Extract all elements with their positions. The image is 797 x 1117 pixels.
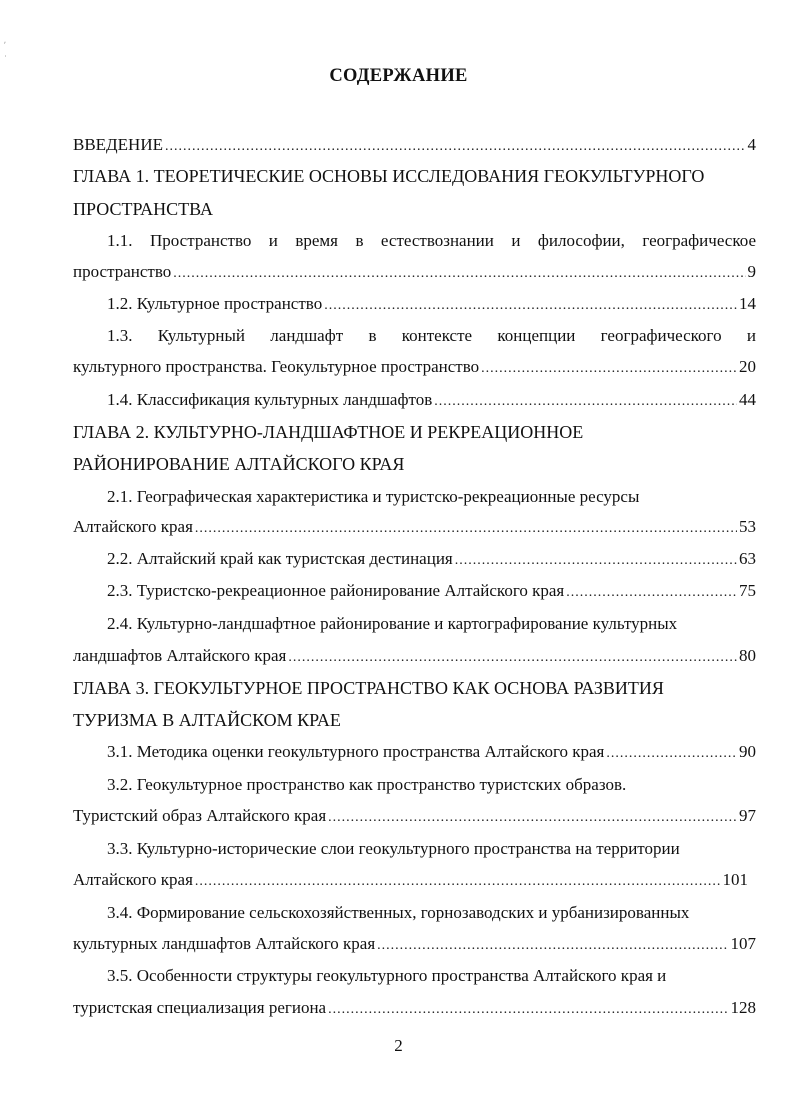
toc-page-number: 63 <box>739 549 756 568</box>
toc-entry-text: пространство <box>73 262 172 281</box>
toc-leader <box>324 293 737 319</box>
toc-page-number: 128 <box>730 998 756 1017</box>
toc-leader <box>328 997 728 1023</box>
toc-leader <box>434 389 737 415</box>
toc-entry-text: 1.4. Классификация культурных ландшафтов <box>107 390 433 409</box>
toc-entry-2-2 <box>107 546 756 572</box>
toc-entry-3-5: 3.5. Особенности структуры геокультурного пространства Алтайского края и <box>107 966 667 985</box>
toc-leader <box>606 741 737 767</box>
toc-entry-text: культурного пространства. Геокультурное пространство <box>73 357 480 376</box>
toc-page-number: 9 <box>747 262 756 281</box>
toc-entry-2-4: 2.4. Культурно-ландшафтное районирование и картографирование культурных <box>107 614 678 633</box>
scan-artifact: ʹ <box>4 40 6 50</box>
toc-entry-3-2-cont <box>73 803 756 829</box>
toc-entry-1-4 <box>107 387 756 413</box>
toc-leader <box>566 580 737 606</box>
toc-entry-3-4-cont <box>73 931 756 957</box>
toc-entry-text: Алтайского края <box>73 517 193 536</box>
toc-page-number: 44 <box>739 390 756 409</box>
toc-leader <box>195 869 721 895</box>
toc-entry-3-2: 3.2. Геокультурное пространство как пространство туристских образов. <box>107 775 627 794</box>
toc-page-number: 80 <box>739 646 756 665</box>
toc-entry-text: 2.3. Туристско-рекреационное районирование Алтайского края <box>107 581 565 600</box>
toc-entry-text: Туристский образ Алтайского края <box>73 806 327 825</box>
toc-page-number: 14 <box>739 294 756 313</box>
page-title: СОДЕРЖАНИЕ <box>329 66 468 86</box>
toc-leader <box>165 134 746 160</box>
toc-leader <box>288 645 737 671</box>
toc-leader <box>195 516 737 542</box>
toc-page-number: 97 <box>739 806 756 825</box>
toc-entry-text: 3.1. Методика оценки геокультурного пространства Алтайского края <box>107 742 605 761</box>
toc-page-number: 75 <box>739 581 756 600</box>
toc-page-number: 20 <box>739 357 756 376</box>
toc-leader <box>481 356 737 382</box>
toc-entry-3-5-cont <box>73 995 756 1021</box>
toc-chapter-3: ГЛАВА 3. ГЕОКУЛЬТУРНОЕ ПРОСТРАНСТВО КАК ОСНОВА РАЗВИТИЯ <box>73 678 664 698</box>
toc-entry-3-3: 3.3. Культурно-исторические слои геокультурного пространства на территории <box>107 839 680 858</box>
toc-entry-text: ландшафтов Алтайского края <box>73 646 287 665</box>
toc-entry-text: 2.2. Алтайский край как туристская дестинация <box>107 549 453 568</box>
toc-page-number: 101 <box>722 870 748 889</box>
toc-page-number: 53 <box>739 517 756 536</box>
toc-entry-text: Алтайского края <box>73 870 193 889</box>
toc-entry-1-1: 1.1. Пространство и время в естествознании и философии, географическое <box>107 231 756 250</box>
toc-leader <box>455 548 737 574</box>
toc-entry-text: ВВЕДЕНИЕ <box>73 135 163 154</box>
toc-chapter-3-cont: ТУРИЗМА В АЛТАЙСКОМ КРАЕ <box>73 710 341 730</box>
toc-chapter-2: ГЛАВА 2. КУЛЬТУРНО-ЛАНДШАФТНОЕ И РЕКРЕАЦИОННОЕ <box>73 422 584 442</box>
toc-entry-3-1 <box>107 739 756 765</box>
toc-entry-3-3-cont <box>73 867 748 893</box>
toc-entry-1-2 <box>107 291 756 317</box>
toc-entry-2-1-cont <box>73 514 756 540</box>
toc-entry-3-4: 3.4. Формирование сельскохозяйственных, горнозаводских и урбанизированных <box>107 903 690 922</box>
toc-chapter-1: ГЛАВА 1. ТЕОРЕТИЧЕСКИЕ ОСНОВЫ ИССЛЕДОВАНИЯ ГЕОКУЛЬТУРНОГО <box>73 166 705 186</box>
toc-entry-2-1: 2.1. Географическая характеристика и туристско-рекреационные ресурсы <box>107 487 640 506</box>
toc-entry-1-3: 1.3. Культурный ландшафт в контексте концепции географического и <box>107 326 756 345</box>
toc-entry-text: туристская специализация региона <box>73 998 327 1017</box>
toc-entry-text: 1.2. Культурное пространство <box>107 294 323 313</box>
toc-entry-1-3-cont <box>73 354 756 380</box>
toc-leader <box>377 933 728 959</box>
toc-page-number: 90 <box>739 742 756 761</box>
toc-page-number: 4 <box>747 135 756 154</box>
toc-entry-2-3 <box>107 578 756 604</box>
toc-leader <box>173 261 745 287</box>
page-number: 2 <box>394 1036 403 1055</box>
toc-entry-text: культурных ландшафтов Алтайского края <box>73 934 376 953</box>
scan-artifact: ˙ <box>4 54 7 64</box>
toc-chapter-1-cont: ПРОСТРАНСТВА <box>73 199 214 219</box>
toc-entry-intro <box>73 132 756 158</box>
toc-entry-1-1-cont <box>73 259 756 285</box>
toc-leader <box>328 805 737 831</box>
toc-chapter-2-cont: РАЙОНИРОВАНИЕ АЛТАЙСКОГО КРАЯ <box>73 454 405 474</box>
toc-entry-2-4-cont <box>73 643 756 669</box>
toc-page-number: 107 <box>730 934 756 953</box>
